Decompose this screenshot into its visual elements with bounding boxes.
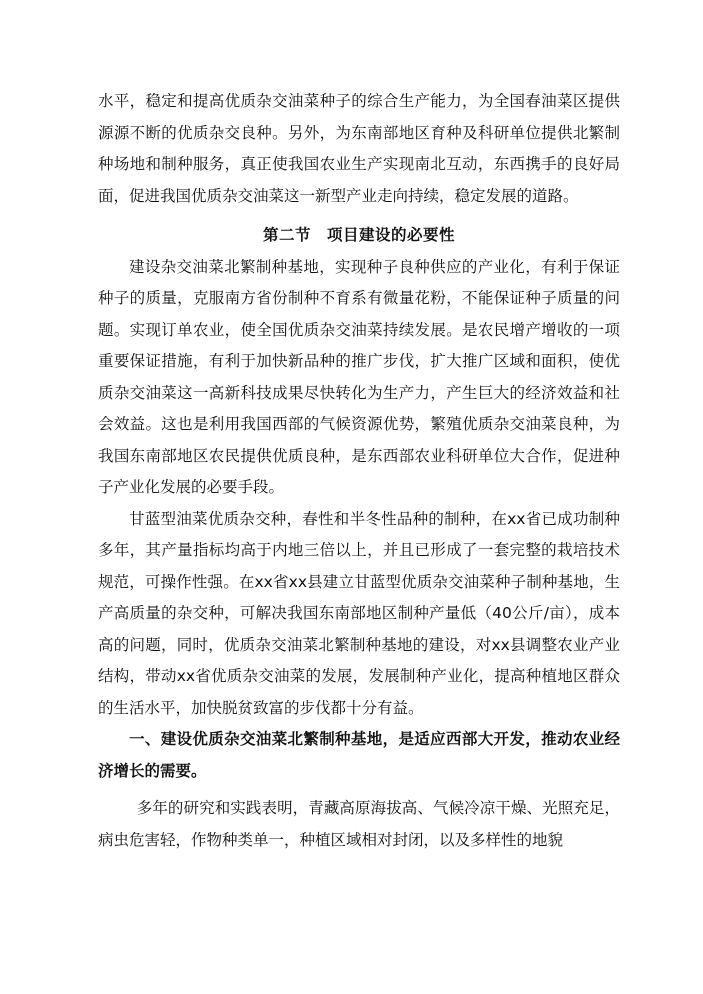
paragraph-brassica-hybrid: 甘蓝型油菜优质杂交种，春性和半冬性品种的制种，在xx省已成功制种多年，其产量指标均高于内地三倍以上，并且已形成了一套完整的栽培技术规范，可操作性强。在xx省xx县建立甘蓝型优质杂交油菜种子制种基地，生产高质量的杂交种，可解决我国东南部地区制种产量低（40公斤/亩），成本高的问题，同时，优质杂交油菜北繁制种基地的建设，对xx县调整农业产业结构，带动xx省优质杂交油菜的发展，发展制种产业化，提高种植地区群众的生活水平，加快脱贫致富的步伐都十分有益。: [98, 509, 620, 717]
paragraph-research: 多年的研究和实践表明，青藏高原海拔高、气候冷凉干燥、光照充足，病虫危害轻，作物种类单一，种植区域相对封闭，以及多样性的地貌: [98, 799, 620, 849]
paragraph-necessity: 建设杂交油菜北繁制种基地，实现种子良种供应的产业化，有利于保证种子的质量，克服南方省份制种不育系有微量花粉，不能保证种子质量的问题。实现订单农业，使全国优质杂交油菜持续发展。是农民增产增收的一项重要保证措施，有利于加快新品种的推广步伐，扩大推广区域和面积，使优质杂交油菜这一高新科技成果尽快转化为生产力，产生巨大的经济效益和社会效益。这也是利用我国西部的气候资源优势，繁殖优质杂交油菜良种，为我国东南部地区农民提供优质良种，是东西部农业科研单位大合作，促进种子产业化发展的必要手段。: [98, 257, 620, 496]
document-body: [98, 86, 620, 856]
subheading-1: 一、建设优质杂交油菜北繁制种基地，是适应西部大开发，推动农业经济增长的需要。: [98, 730, 620, 780]
section-title: 第二节 项目建设的必要性: [262, 226, 455, 244]
paragraph-continuation: 水平，稳定和提高优质杂交油菜种子的综合生产能力，为全国春油菜区提供源源不断的优质杂交良种。另外，为东南部地区育种及科研单位提供北繁制种场地和制种服务，真正使我国农业生产实现南北互动，东西携手的良好局面，促进我国优质杂交油菜这一新型产业走向持续，稳定发展的道路。: [98, 92, 620, 205]
